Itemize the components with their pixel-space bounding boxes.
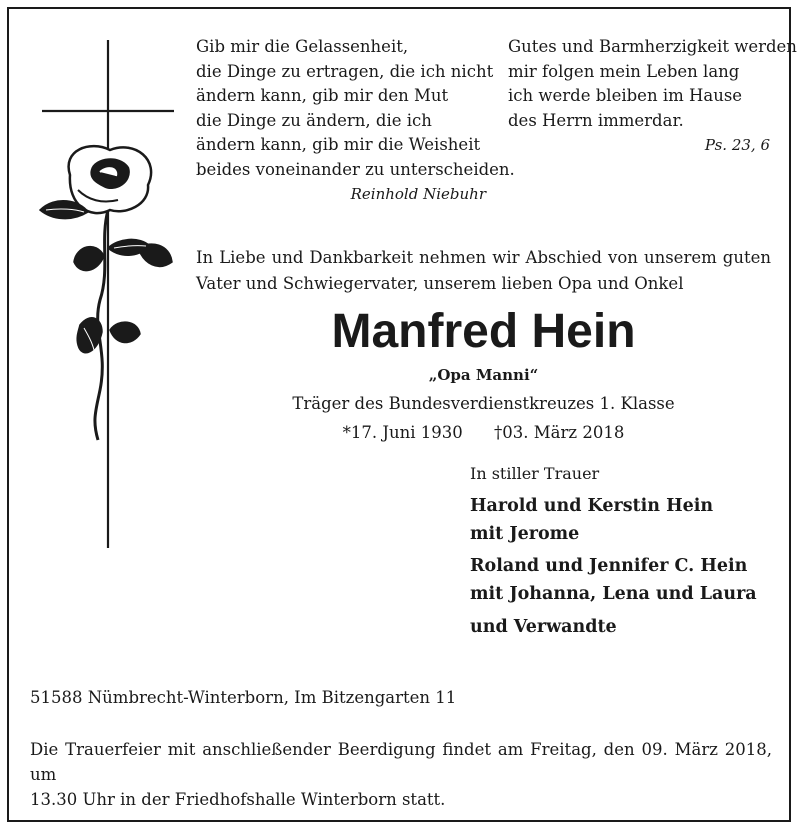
farewell-intro-line: In Liebe und Dankbarkeit nehmen wir Abschied von unserem guten (196, 248, 771, 267)
farewell-intro (196, 245, 771, 297)
birth-date: *17. Juni 1930 (342, 423, 463, 442)
mourner-family: Harold und Kerstin Hein (470, 496, 714, 516)
funeral-info-line: 13.30 Uhr in der Friedhofshalle Winterborn statt. (30, 790, 446, 809)
farewell-intro-line: Vater und Schwiegervater, unserem lieben Opa und Onkel (196, 274, 684, 293)
verse-left-author: Reinhold Niebuhr (350, 185, 486, 203)
verse-right (508, 35, 797, 158)
verse-right-source: Ps. 23, 6 (704, 136, 770, 154)
verse-left-line: beides voneinander zu unterscheiden. (196, 159, 515, 179)
rose-bloom (69, 146, 152, 213)
mourners-relatives: und Verwandte (470, 617, 617, 637)
verse-right-line: ich werde bleiben im Hause (508, 86, 743, 105)
mourners-block (470, 462, 780, 641)
deceased-name: Manfred Hein (331, 305, 636, 358)
mourner-family: mit Jerome (470, 524, 580, 544)
mourner-family: mit Johanna, Lena und Laura (470, 584, 757, 604)
funeral-info-line: Die Trauerfeier mit anschließender Beerdigung findet am Freitag, den 09. März 2018, um (30, 740, 772, 784)
verse-left-line: die Dinge zu ertragen, die ich nicht (196, 61, 494, 81)
verse-left-line: Gib mir die Gelassenheit, (196, 37, 409, 56)
verse-left (196, 35, 515, 207)
family-address: 51588 Nümbrecht-Winterborn, Im Bitzengarten 11 (30, 688, 457, 707)
verse-left-line: ändern kann, gib mir den Mut (196, 86, 449, 105)
mourner-family: Roland und Jennifer C. Hein (470, 556, 748, 576)
deceased-nickname: „Opa Manni“ (428, 366, 539, 384)
verse-left-line: ändern kann, gib mir die Weisheit (196, 135, 481, 154)
verse-right-line: Gutes und Barmherzigkeit werden (508, 37, 797, 56)
verse-left-line: die Dinge zu ändern, die ich (196, 110, 432, 130)
deceased-award: Träger des Bundesverdienstkreuzes 1. Klasse (292, 394, 675, 413)
cross-with-rose-icon (0, 0, 190, 560)
verse-right-line: mir folgen mein Leben lang (508, 61, 740, 81)
funeral-info (30, 737, 772, 812)
death-date: †03. März 2018 (494, 423, 625, 442)
verse-right-line: des Herrn immerdar. (508, 110, 684, 130)
mourners-intro: In stiller Trauer (470, 464, 600, 483)
life-dates (196, 421, 771, 445)
